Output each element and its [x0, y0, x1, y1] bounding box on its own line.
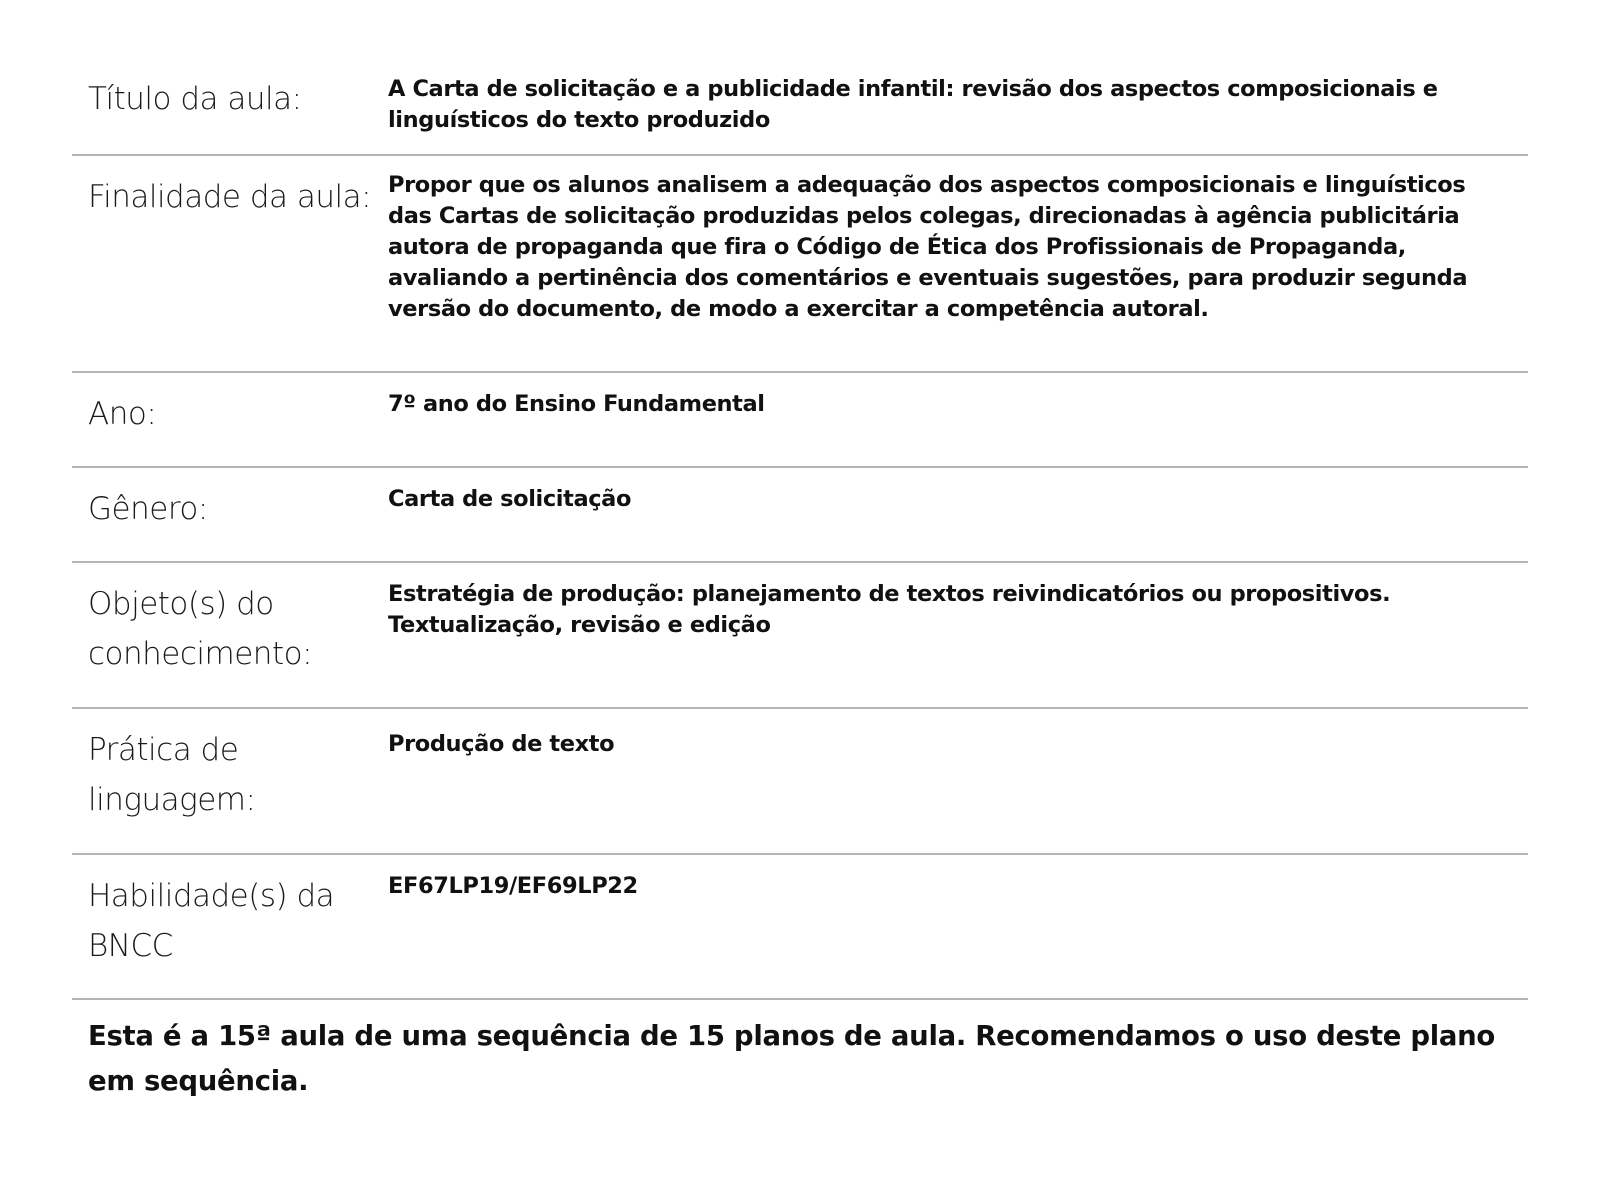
row-ano	[72, 373, 1528, 468]
row-objetos-do-conhecimento	[72, 563, 1528, 709]
row-label: Finalidade da aula:	[88, 179, 372, 215]
row-label: Ano:	[88, 396, 157, 432]
row-label: Gênero:	[88, 491, 208, 527]
row-label: Objeto(s) do conhecimento:	[88, 586, 313, 672]
row-habilidades-bncc	[72, 855, 1528, 1000]
row-finalidade-da-aula	[72, 156, 1528, 373]
sequence-note: Esta é a 15ª aula de uma sequência de 15 planos de aula. Recomendamos o uso deste plano em sequência.	[88, 1020, 1495, 1097]
row-titulo-da-aula	[72, 60, 1528, 156]
row-value: Carta de solicitação	[388, 486, 632, 512]
row-label: Título da aula:	[88, 81, 302, 117]
row-label: Prática de linguagem:	[88, 732, 256, 818]
row-value: A Carta de solicitação e a publicidade infantil: revisão dos aspectos composicionais e linguísticos do texto produzido	[388, 76, 1438, 133]
row-pratica-de-linguagem	[72, 709, 1528, 855]
row-value: Propor que os alunos analisem a adequação dos aspectos composicionais e linguísticos das Cartas de solicitação produzidas pelos colegas, direcionadas à agência publicitária autora de propaganda que fira o Código de Ética dos Profissionais de Propaganda, avaliando a pertinência dos comentários e eventuais sugestões, para produzir segunda versão do documento, de modo a exercitar a competência autoral.	[388, 172, 1468, 322]
row-value: 7º ano do Ensino Fundamental	[388, 391, 765, 417]
lesson-plan-sheet	[72, 60, 1528, 1104]
row-value: Produção de texto	[388, 731, 615, 757]
row-label: Habilidade(s) da BNCC	[88, 878, 335, 964]
row-genero	[72, 468, 1528, 563]
row-value: Estratégia de produção: planejamento de textos reivindicatórios ou propositivos. Textualização, revisão e edição	[388, 581, 1391, 638]
row-value: EF67LP19/EF69LP22	[388, 873, 638, 899]
